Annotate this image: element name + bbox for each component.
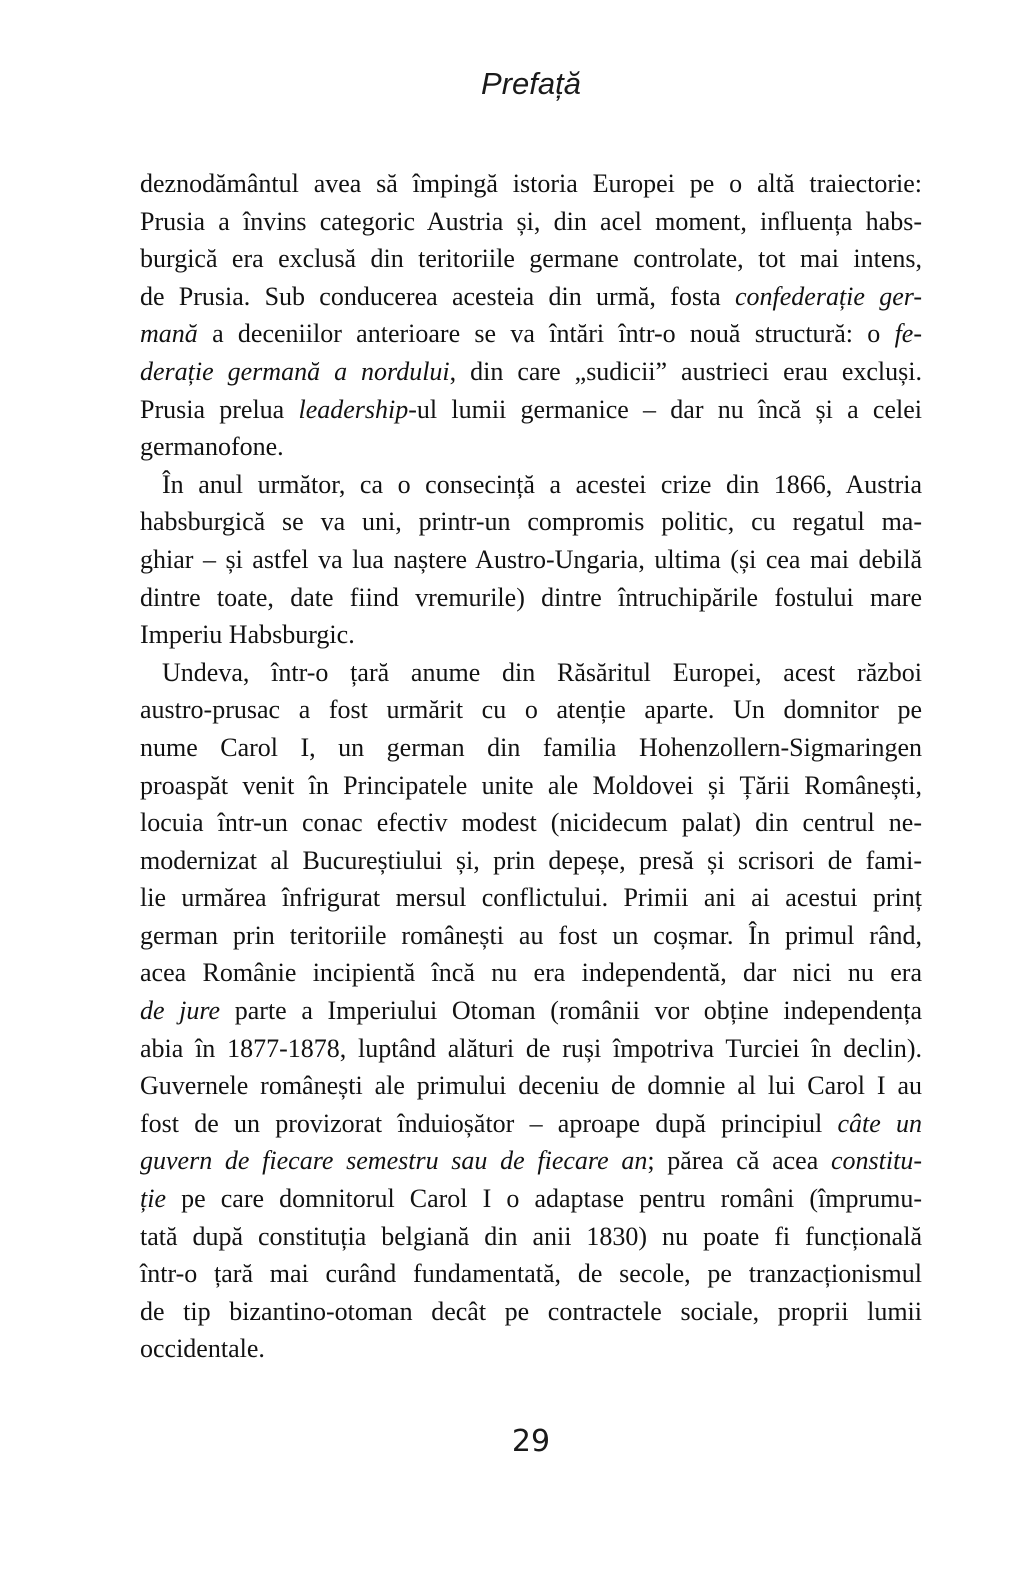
text-run: locuia într-un conac efectiv modest (nicidecum palat) din centrul ne- — [140, 808, 922, 838]
text-run: , din care „sudicii” austrieci erau excluși. — [449, 356, 922, 386]
text-run-italic: guvern de fiecare semestru sau de fiecare an — [140, 1146, 648, 1176]
text-run: occidentale. — [140, 1334, 265, 1364]
text-run: ghiar – și astfel va lua naștere Austro-Ungaria, ultima (și cea mai debilă — [140, 544, 922, 574]
text-line — [140, 315, 922, 353]
paragraph — [140, 654, 922, 1368]
body-text — [140, 165, 922, 1368]
text-line — [140, 654, 922, 692]
text-line — [140, 466, 922, 504]
text-run-italic: confederație ger- — [734, 281, 923, 311]
text-run-italic: fe- — [894, 319, 922, 349]
text-run: Prusia a învins categoric Austria și, din acel moment, influența habs- — [140, 206, 922, 236]
text-line — [140, 541, 922, 579]
text-line — [140, 691, 922, 729]
text-line — [140, 804, 922, 842]
text-run: -ul lumii germanice – dar nu încă și a celei — [408, 394, 922, 424]
text-run: pe care domnitorul Carol I o adaptase pentru români (împrumu- — [166, 1184, 922, 1214]
text-run: modernizat al Bucureștiului și, prin depeșe, presă și scrisori de fami- — [140, 845, 922, 875]
text-run-italic: de jure — [140, 996, 221, 1026]
text-run: Undeva, într-o țară anume din Răsăritul Europei, acest război — [162, 657, 922, 687]
text-run: de Prusia. Sub conducerea acesteia din urmă, fosta — [140, 281, 735, 311]
text-line — [140, 1142, 922, 1180]
text-line — [140, 1105, 922, 1143]
text-line — [140, 879, 922, 917]
text-run: ; părea că acea — [647, 1146, 831, 1176]
text-line — [140, 842, 922, 880]
text-line — [140, 391, 922, 429]
text-run: austro-prusac a fost urmărit cu o atenție aparte. Un domnitor pe — [140, 695, 922, 725]
text-line — [140, 428, 922, 466]
text-line — [140, 278, 922, 316]
text-line — [140, 1030, 922, 1068]
text-run: Guvernele românești ale primului deceniu de domnie al lui Carol I au — [140, 1071, 922, 1101]
text-run: de tip bizantino-otoman decât pe contractele sociale, proprii lumii — [140, 1296, 922, 1326]
text-line — [140, 353, 922, 391]
text-run-italic: derație germană a nordului — [140, 356, 450, 386]
page-number: 29 — [511, 1424, 551, 1459]
text-run: fost de un provizorat înduioșător – aproape după principiul — [140, 1108, 838, 1138]
text-run: deznodământul avea să împingă istoria Europei pe o altă traiectorie: — [140, 169, 922, 198]
text-run: abia în 1877-1878, luptând alături de ruși împotriva Turciei în declin). — [140, 1033, 922, 1063]
text-run: proaspăt venit în Principatele unite ale Moldovei și Țării Românești, — [140, 770, 922, 800]
text-line — [140, 503, 922, 541]
text-run: acea Românie incipientă încă nu era independentă, dar nici nu era — [140, 958, 922, 988]
text-run: dintre toate, date fiind vremurile) dintre întruchipările fostului mare — [140, 582, 922, 612]
text-run: a deceniilor anterioare se va întări într-o nouă structură: o — [197, 319, 895, 349]
text-line — [140, 203, 922, 241]
text-run: într-o țară mai curând fundamentată, de secole, pe tranzacționismul — [140, 1259, 922, 1289]
text-line — [140, 917, 922, 955]
text-run-italic: ție — [140, 1184, 166, 1214]
text-line — [140, 616, 922, 654]
text-run: Imperiu Habsburgic. — [140, 620, 355, 650]
text-line — [140, 1180, 922, 1218]
text-line — [140, 729, 922, 767]
text-run: parte a Imperiului Otoman (românii vor obține independența — [220, 996, 923, 1026]
text-line — [140, 579, 922, 617]
text-run: germanofone. — [140, 432, 284, 462]
text-line — [140, 992, 922, 1030]
paragraph — [140, 466, 922, 654]
text-run: lie urmărea înfrigurat mersul conflictului. Primii ani ai acestui prinț — [140, 883, 922, 913]
text-run: habsburgică se va uni, printr-un compromis politic, cu regatul ma- — [140, 507, 922, 537]
text-line — [140, 240, 922, 278]
text-run: nume Carol I, un german din familia Hohenzollern-Sigmaringen — [140, 732, 922, 762]
text-run: În anul următor, ca o consecință a acestei crize din 1866, Austria — [162, 469, 922, 499]
text-run-italic: leadership — [298, 394, 409, 424]
text-line — [140, 767, 922, 805]
text-line — [140, 1330, 922, 1368]
text-run: Prusia prelua — [140, 394, 299, 424]
text-line — [140, 1067, 922, 1105]
text-line — [140, 1293, 922, 1331]
text-run-italic: câte un — [837, 1108, 922, 1138]
text-run-italic: mană — [140, 319, 198, 349]
text-run: tată după constituția belgiană din anii 1830) nu poate fi funcțională — [140, 1221, 922, 1251]
text-line — [140, 954, 922, 992]
text-run-italic: constitu- — [830, 1146, 922, 1176]
text-run: burgică era exclusă din teritoriile germane controlate, tot mai intens, — [140, 244, 922, 274]
running-head-title: Prefață — [481, 66, 581, 101]
text-line — [140, 165, 922, 203]
text-line — [140, 1218, 922, 1256]
text-run: german prin teritoriile românești au fost un coșmar. În primul rând, — [140, 920, 922, 950]
paragraph — [140, 165, 922, 466]
text-line — [140, 1255, 922, 1293]
